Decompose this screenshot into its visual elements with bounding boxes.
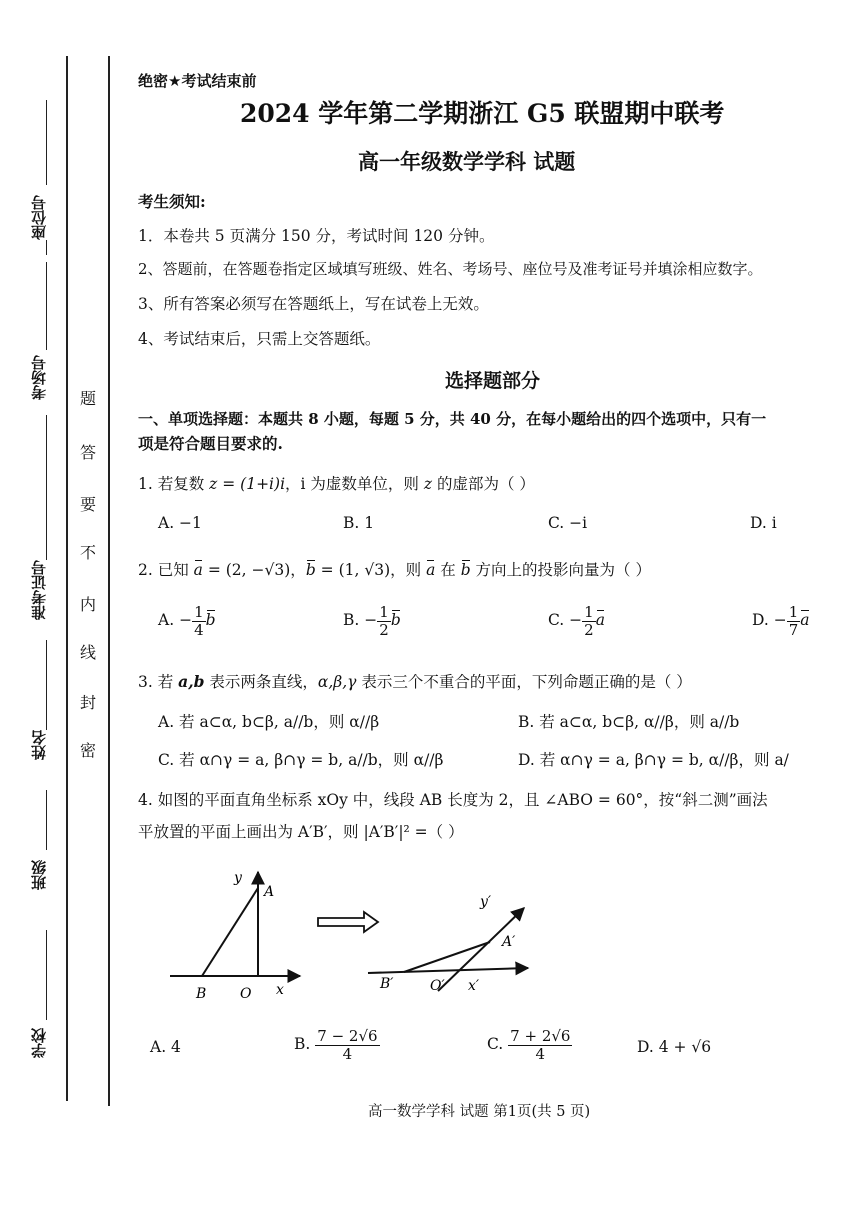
- q2-option-a: A. − $\frac{1}{4}$ b: [158, 603, 216, 639]
- label-y: y: [234, 870, 242, 886]
- left-axes-figure: [170, 870, 300, 1002]
- seat-field-line: [46, 240, 47, 255]
- exam-title: 2024 学年第二学期浙江 G5 联盟期中联考: [240, 99, 725, 128]
- label-B-prime: B′: [380, 976, 394, 992]
- q4-option-a: A. 4: [150, 1038, 181, 1056]
- notice-item-2: 2、答题前，在答题卷指定区域填写班级、姓名、考场号、座位号及准考证号并填涂相应数字。: [138, 260, 763, 278]
- q1-option-d: D. i: [750, 514, 777, 532]
- question-1-stem: 1. 若复数 z = (1+i)i，i 为虚数单位，则 z 的虚部为（ ）: [138, 475, 535, 493]
- q4-figure: [160, 860, 540, 1010]
- q4-option-c: C. $\frac{7 + 2√6}{4}$: [487, 1027, 571, 1063]
- outer-binding-line: [66, 56, 68, 1101]
- class-underline: [46, 790, 47, 850]
- room-underline: [46, 262, 47, 350]
- question-3-stem: 3. 若 a,b 表示两条直线，α,β,γ 表示三个不重合的平面，下列命题正确的是（ ）: [138, 672, 692, 691]
- label-O-prime: O′: [430, 978, 445, 994]
- q3-option-c: C. 若 α∩γ = a, β∩γ = b, a//b，则 α//β: [158, 751, 444, 769]
- section-title: 选择题部分: [445, 370, 541, 392]
- class-label: 班级: [30, 860, 48, 890]
- q3-option-d: D. 若 α∩γ = a, β∩γ = b, α//β，则 a/: [518, 751, 789, 769]
- name-label: 姓名: [30, 730, 48, 760]
- room-label: 考场号: [30, 355, 48, 400]
- secret-mark: 绝密★考试结束前: [138, 72, 257, 90]
- q4-option-b: B. $\frac{7 - 2√6}{4}$: [294, 1027, 378, 1063]
- seal-char-7: 封: [80, 693, 97, 712]
- seal-char-6: 线: [80, 643, 97, 662]
- name-underline: [46, 640, 47, 730]
- q1-option-c: C. −i: [548, 514, 588, 532]
- segment-AB: [202, 888, 258, 976]
- label-B: B: [196, 986, 207, 1002]
- notice-item-1: 1．本卷共 5 页满分 150 分，考试时间 120 分钟。: [138, 227, 495, 245]
- segment-A1B1: [404, 942, 490, 972]
- q3-option-a: A. 若 a⊂α, b⊂β, a//b，则 α//β: [158, 713, 380, 731]
- q2-option-b: B. − $\frac{1}{2}$ b: [343, 603, 401, 639]
- q1-option-b: B. 1: [343, 514, 375, 532]
- label-x-prime: x′: [468, 978, 480, 994]
- page-footer: 高一数学学科 试题 第1页(共 5 页): [368, 1104, 591, 1120]
- question-2-stem: 2. 已知 a = (2, −√3)，b = (1, √3)，则 a 在 b 方向上的投影向量为（ ）: [138, 561, 651, 579]
- label-A: A: [264, 884, 275, 900]
- q2-option-c: C. − $\frac{1}{2}$ a: [548, 603, 605, 639]
- seat-label: 座位号: [30, 195, 48, 240]
- seal-char-1: 题: [80, 389, 97, 408]
- seal-char-8: 密: [80, 741, 97, 760]
- seal-char-2: 答: [80, 443, 97, 462]
- q1-option-a: A. −1: [158, 514, 202, 532]
- question-4-line1: 4. 如图的平面直角坐标系 xOy 中，线段 AB 长度为 2，且 ∠ABO = 60°，按“斜二测”画法: [138, 791, 768, 809]
- right-oblique-figure: [368, 894, 528, 994]
- notice-item-3: 3、所有答案必须写在答题纸上，写在试卷上无效。: [138, 295, 489, 313]
- seal-char-5: 内: [80, 595, 97, 614]
- school-underline: [46, 930, 47, 1020]
- ticket-label: 准考证号: [30, 560, 48, 620]
- right-x-axis: [368, 968, 528, 973]
- seat-underline: [46, 100, 47, 185]
- q1-expression: z = (1+i)i: [209, 475, 286, 493]
- seal-char-3: 要: [80, 495, 97, 514]
- q2-option-d: D. − $\frac{1}{7}$ a: [752, 603, 810, 639]
- label-A-prime: A′: [502, 934, 516, 950]
- seal-char-4: 不: [80, 543, 97, 562]
- section-intro-line2: 项是符合题目要求的.: [138, 434, 283, 453]
- notice-heading: 考生须知:: [138, 192, 206, 211]
- school-label: 学校: [30, 1028, 48, 1058]
- label-O: O: [240, 986, 252, 1002]
- q3-option-b: B. 若 a⊂α, b⊂β, α//β，则 a//b: [518, 713, 740, 731]
- q4-option-d: D. 4 + √6: [637, 1038, 712, 1056]
- section-intro-line1: 一、单项选择题：本题共 8 小题，每题 5 分，共 40 分，在每小题给出的四个选项中，只有一: [138, 410, 767, 428]
- exam-subtitle: 高一年级数学学科 试题: [358, 149, 576, 174]
- notice-item-4: 4、考试结束后，只需上交答题纸。: [138, 330, 381, 348]
- inner-binding-line: [108, 56, 110, 1106]
- transform-arrow-icon: [318, 912, 378, 932]
- ticket-underline: [46, 415, 47, 560]
- label-x: x: [276, 982, 284, 998]
- question-4-line2: 平放置的平面上画出为 A′B′，则 |A′B′|² =（ ）: [138, 823, 464, 841]
- label-y-prime: y′: [480, 894, 492, 910]
